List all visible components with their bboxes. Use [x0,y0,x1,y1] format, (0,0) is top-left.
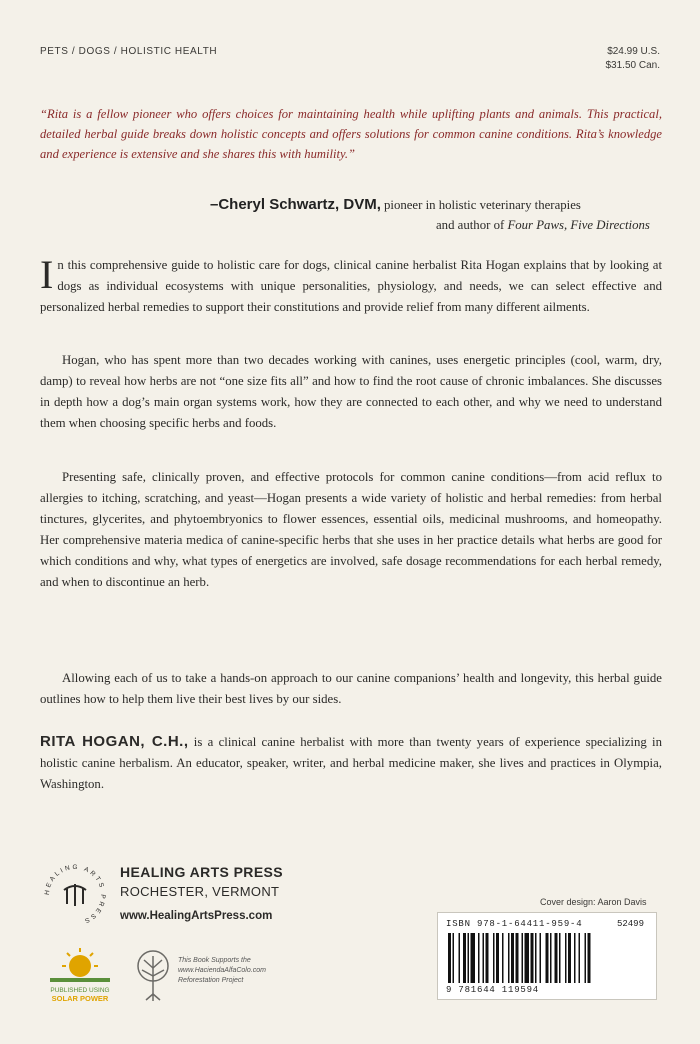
barcode-bar [502,933,504,983]
tree-line-1: This Book Supports the [178,957,251,964]
cover-design-credit: Cover design: Aaron Davis [540,897,647,907]
author-name: RITA HOGAN, C.H., [40,733,189,750]
price-us: $24.99 U.S. [607,46,660,57]
solar-text-2: SOLAR POWER [51,994,109,1003]
barcode-bar [555,933,558,983]
description-paragraph-3: Presenting safe, clinically proven, and effective protocols for common canine conditions—from acid reflux to allergies to itching, scratching, and yeast—Hogan presents a wide variety of holistic and herbal remedies: from herbal tinctures, glycerites, and phytoembryonics to flower essences, essential oils, medicinal mushrooms, and homeopathy. Her comprehensive materia medica of canine-specific herbs that she uses in her practice details what herbs are good for which conditions and why, what types of energetics are involved, safe dosage recommendations for each herbal remedy, and when to discontinue an herb. [40,470,662,589]
barcode-bar [565,933,567,983]
barcode-bar [486,933,489,983]
barcode-digits: 9 781644 119594 [446,985,540,995]
barcode-bar [535,933,537,983]
publisher-logo [40,860,110,930]
barcode-bar [559,933,561,983]
endorser-name: –Cheryl Schwartz, DVM, [210,196,381,213]
tree-line-3: Reforestation Project [178,977,244,984]
barcode-bar [448,933,451,983]
barcode-bar [471,933,476,983]
barcode-bar [568,933,571,983]
barcode-bar [546,933,549,983]
barcode-bar [531,933,534,983]
barcode-bar [463,933,466,983]
barcode-bar [483,933,485,983]
barcode-bar [516,933,519,983]
barcode-bar [511,933,514,983]
barcode-bar [508,933,510,983]
drop-cap: I [40,252,54,297]
barcode-bar [588,933,591,983]
barcode-bar [550,933,552,983]
barcode-bars [448,933,648,985]
endorsement-quote: “Rita is a fellow pioneer who offers choices for maintaining health while uplifting plants and animals. This practical, detailed herbal guide breaks down holistic concepts and offers solutions for common canine conditions. Rita’s knowledge and experience is extensive and she shares this with humility.” [40,107,662,161]
endorser-book-prefix: and author of [436,218,508,232]
barcode-bar [459,933,461,983]
barcode-bar [493,933,495,983]
barcode-bar [540,933,542,983]
barcode-bar [525,933,530,983]
description-paragraph-2: Hogan, who has spent more than two decades working with canines, uses energetic principles (cool, warm, dry, damp) to reveal how herbs are not “one size fits all” and how to find the root cause of chronic imbalances. She discusses in depth how a dog’s main organ systems work, how they are connected to each other, and why we need to understand them when choosing specific herbs and foods. [40,353,662,430]
category-label: PETS / DOGS / HOLISTIC HEALTH [40,46,218,57]
barcode-bar [468,933,470,983]
isbn-barcode [437,912,657,1000]
description-paragraph-1 [40,252,662,318]
reforestation-text [178,956,266,986]
price-can: $31.50 Can. [605,60,660,71]
publisher-url[interactable]: www.HealingArtsPress.com [120,910,273,922]
barcode-bar [574,933,576,983]
publisher-location: ROCHESTER, VERMONT [120,884,280,899]
author-bio [40,732,662,795]
publisher-logo-ring-text: HEALING ARTS PRESS [43,863,107,925]
solar-text-1: PUBLISHED USING [50,987,110,994]
description-paragraph-1-text: n this comprehensive guide to holistic care for dogs, clinical canine herbalist Rita Hogan explains that by looking at dogs as individual ecosystems with unique personalities, physiology, and needs, we can select effective and personalized herbal remedies to support their constitutions and provide relief from many different ailments. [40,258,662,314]
barcode-bar [522,933,524,983]
barcode-bar [579,933,581,983]
tree-line-2[interactable]: www.HaciendaAlfaColo.com [178,967,266,974]
solar-power-badge [40,946,120,1006]
barcode-bar [453,933,455,983]
description-paragraph-4: Allowing each of us to take a hands-on approach to our canine companions’ health and longevity, this herbal guide outlines how to help them live their best lives by our sides. [40,671,662,706]
endorser-book-line [436,218,650,233]
endorser-book-title: Four Paws, Five Directions [507,218,650,232]
isbn-text: ISBN 978-1-64411-959-4 [446,919,583,929]
sun-icon [69,955,91,977]
author-bio-text: is a clinical canine herbalist with more than twenty years of experience specializing in holistic canine herbalism. An educator, speaker, writer, and herbal medicine maker, she lives and practices in Olympia, Washington. [40,735,662,791]
tree-icon [128,946,178,1004]
price-code: 52499 [616,919,644,929]
barcode-bar [496,933,499,983]
barcode-bar [585,933,587,983]
endorser-description: pioneer in holistic veterinary therapies [384,198,581,212]
barcode-bar [478,933,480,983]
publisher-name: HEALING ARTS PRESS [120,864,284,880]
